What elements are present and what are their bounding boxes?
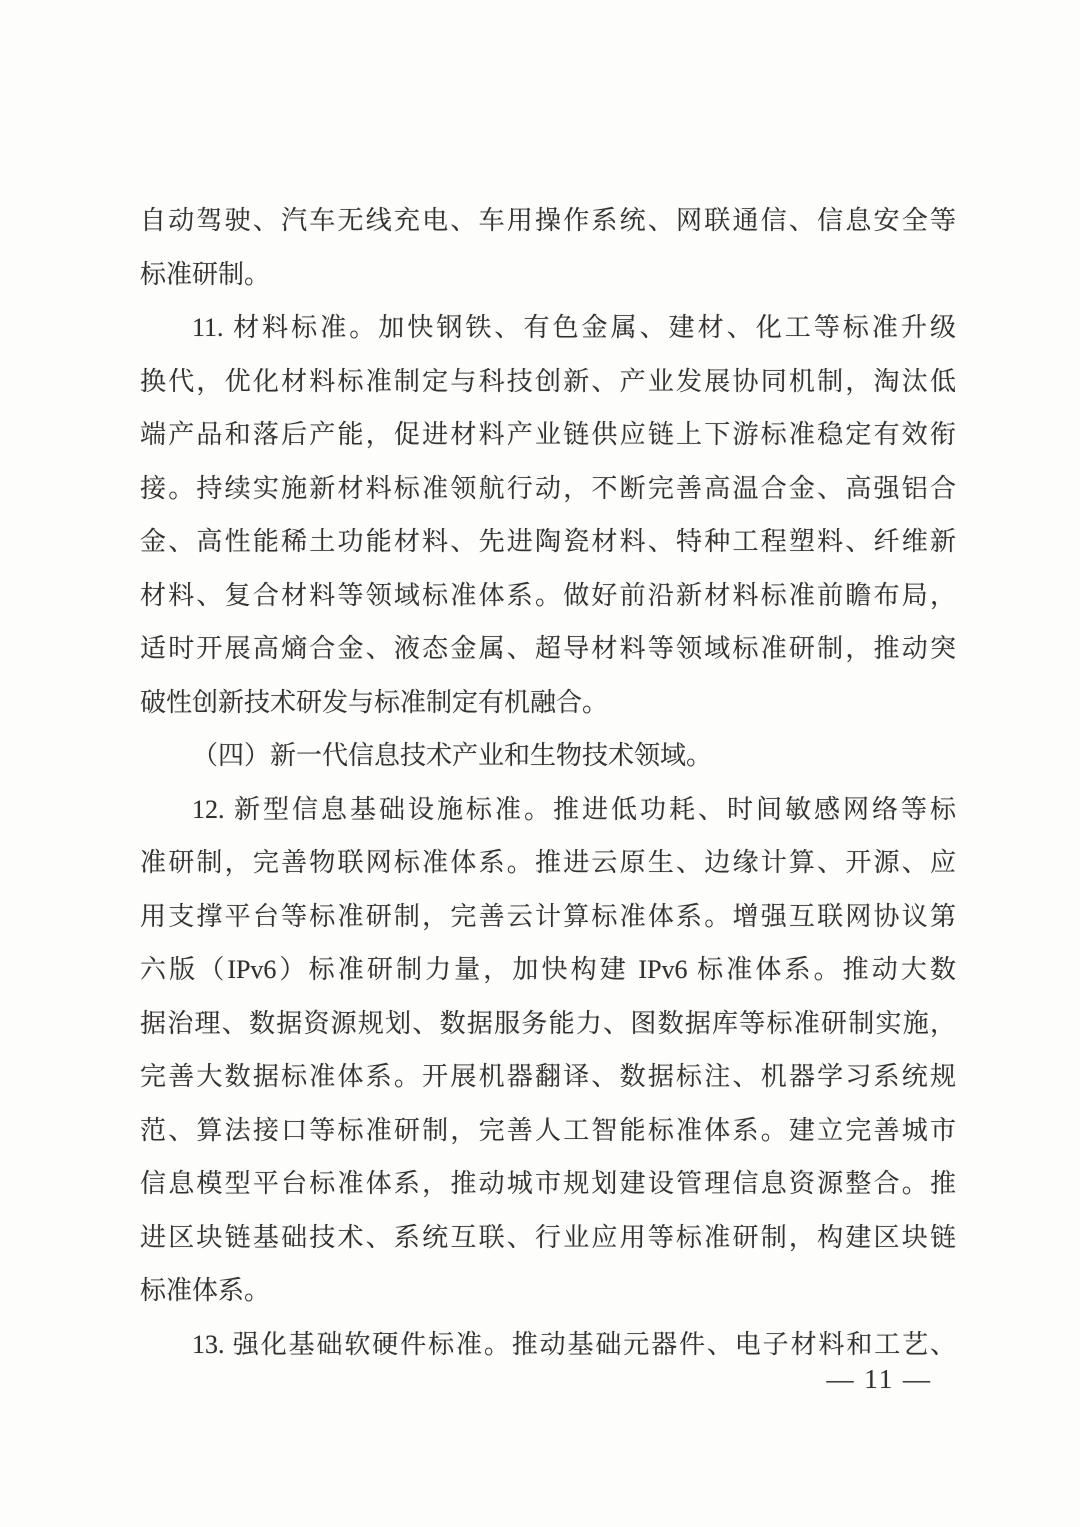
text-line: 完善大数据标准体系。开展机器翻译、数据标注、机器学习系统规 (140, 1062, 956, 1091)
text-line: 11. 材料标准。加快钢铁、有色金属、建材、化工等标准升级 (192, 313, 956, 342)
text-line: （四）新一代信息技术产业和生物技术领域。 (192, 741, 713, 770)
page-number: — 11 — (826, 1364, 932, 1394)
text-line: 接。持续实施新材料标准领航行动，不断完善高温合金、高强铝合 (140, 473, 956, 503)
text-line: 12. 新型信息基础设施标准。推进低功耗、时间敏感网络等标 (192, 794, 956, 824)
text-line: 准研制，完善物联网标准体系。推进云原生、边缘计算、开源、应 (140, 848, 956, 877)
text-line: 换代，优化材料标准制定与科技创新、产业发展协同机制，淘汰低 (140, 366, 956, 396)
text-line: 据治理、数据资源规划、数据服务能力、图数据库等标准研制实施， (140, 1008, 956, 1038)
text-line: 端产品和落后产能，促进材料产业链供应链上下游标准稳定有效衔 (140, 420, 956, 449)
text-line: 标准研制。 (140, 259, 271, 289)
text-line: 用支撑平台等标准研制，完善云计算标准体系。增强互联网协议第 (140, 901, 956, 931)
text-line: 进区块链基础技术、系统互联、行业应用等标准研制，构建区块链 (140, 1222, 956, 1252)
text-line: 标准体系。 (140, 1276, 271, 1305)
text-block (140, 194, 956, 1371)
text-line: 破性创新技术研发与标准制定有机融合。 (140, 687, 609, 717)
text-line: 六版（IPv6）标准研制力量，加快构建 IPv6 标准体系。推动大数 (140, 955, 956, 984)
text-line: 范、算法接口等标准研制，完善人工智能标准体系。建立完善城市 (140, 1115, 956, 1145)
text-line: 适时开展高熵合金、液态金属、超导材料等领域标准研制，推动突 (140, 634, 956, 663)
text-line: 自动驾驶、汽车无线充电、车用操作系统、网联通信、信息安全等 (140, 206, 956, 235)
text-line: 13. 强化基础软硬件标准。推动基础元器件、电子材料和工艺、 (192, 1329, 956, 1359)
text-line: 金、高性能稀土功能材料、先进陶瓷材料、特种工程塑料、纤维新 (140, 527, 956, 556)
text-line: 材料、复合材料等领域标准体系。做好前沿新材料标准前瞻布局， (140, 580, 956, 610)
text-line: 信息模型平台标准体系，推动城市规划建设管理信息资源整合。推 (140, 1169, 956, 1198)
